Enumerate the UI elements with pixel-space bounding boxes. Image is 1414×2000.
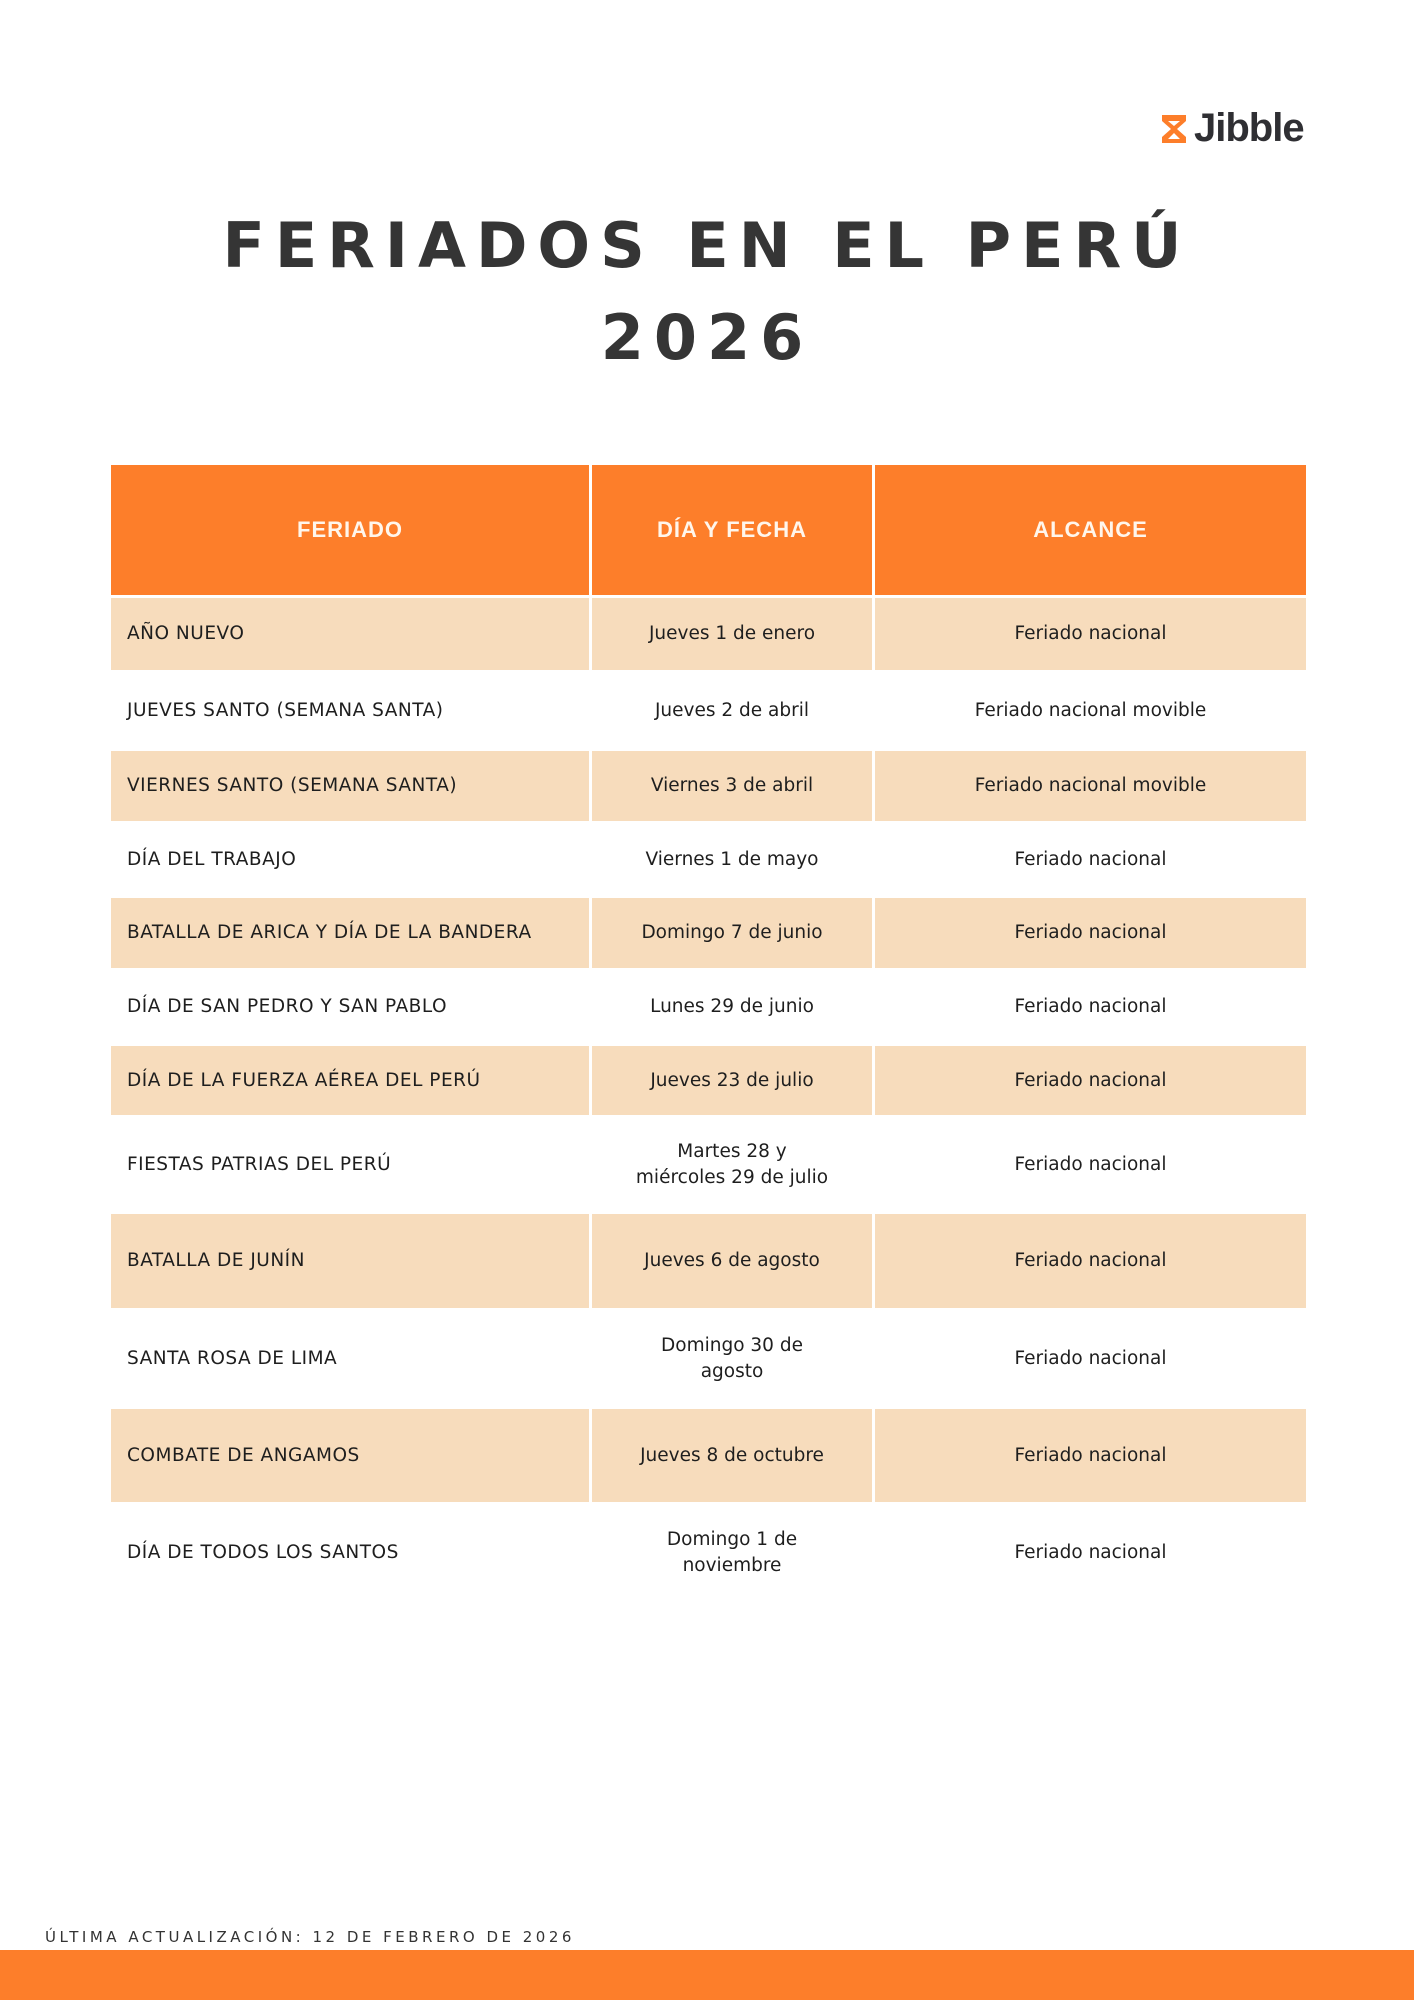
table-row: [111, 673, 1306, 748]
holiday-date: Jueves 23 de julio: [592, 1046, 872, 1115]
holiday-name: JUEVES SANTO (SEMANA SANTA): [127, 699, 444, 721]
holidays-table: [108, 462, 1309, 1603]
table-row: [111, 751, 1306, 821]
holiday-date: Jueves 8 de octubre: [592, 1409, 872, 1502]
holiday-name: DÍA DE SAN PEDRO Y SAN PABLO: [127, 996, 448, 1017]
table-row: [111, 898, 1306, 968]
footer-bar: [0, 1950, 1414, 2000]
page-title: [0, 200, 1414, 384]
holiday-name: SANTA ROSA DE LIMA: [127, 1347, 338, 1369]
table-row: [111, 1409, 1306, 1502]
holiday-date: Domingo 1 de noviembre: [666, 1528, 798, 1576]
holiday-scope: Feriado nacional: [1014, 1541, 1167, 1563]
holiday-scope: Feriado nacional movible: [875, 751, 1306, 821]
table-row: [111, 1118, 1306, 1211]
holiday-scope: Feriado nacional: [1014, 848, 1167, 870]
table-row: [111, 1505, 1306, 1600]
table-row: [111, 1311, 1306, 1406]
last-updated: ÚLTIMA ACTUALIZACIÓN: 12 DE FEBRERO DE 2026: [45, 1928, 575, 1946]
table-header-row: [111, 465, 1306, 595]
table-row: [111, 971, 1306, 1043]
holiday-date: Viernes 3 de abril: [592, 751, 872, 821]
holiday-scope: Feriado nacional: [875, 1046, 1306, 1115]
holiday-name: DÍA DEL TRABAJO: [127, 848, 297, 870]
table-row: [111, 598, 1306, 670]
table-row: [111, 1214, 1306, 1308]
holiday-scope: Feriado nacional: [875, 898, 1306, 968]
hourglass-icon: [1160, 113, 1188, 145]
holiday-date: Jueves 1 de enero: [592, 598, 872, 670]
table-row: [111, 1046, 1306, 1115]
table-row: [111, 824, 1306, 895]
header-feriado: FERIADO: [111, 465, 589, 595]
holiday-scope: Feriado nacional: [1014, 1347, 1167, 1369]
holiday-date: Domingo 30 de agosto: [661, 1334, 803, 1382]
holiday-scope: Feriado nacional: [1014, 996, 1167, 1017]
holiday-scope: Feriado nacional: [875, 1214, 1306, 1308]
jibble-logo: [1160, 106, 1304, 151]
holiday-date: Lunes 29 de junio: [650, 996, 814, 1017]
holiday-name: VIERNES SANTO (SEMANA SANTA): [111, 751, 589, 821]
holiday-date: Martes 28 y miércoles 29 de julio: [635, 1140, 829, 1188]
holiday-date: Jueves 6 de agosto: [592, 1214, 872, 1308]
holiday-name: COMBATE DE ANGAMOS: [111, 1409, 589, 1502]
holiday-scope: Feriado nacional movible: [974, 699, 1207, 721]
header-dia-fecha: DÍA Y FECHA: [592, 465, 872, 595]
holiday-name: BATALLA DE ARICA Y DÍA DE LA BANDERA: [111, 898, 589, 968]
holiday-scope: Feriado nacional: [1014, 1153, 1167, 1175]
title-line-2: 2026: [600, 301, 814, 374]
holiday-date: Jueves 2 de abril: [654, 699, 810, 721]
holiday-date: Domingo 7 de junio: [592, 898, 872, 968]
logo-text: Jibble: [1194, 106, 1304, 150]
holiday-name: BATALLA DE JUNÍN: [111, 1214, 589, 1308]
title-line-1: FERIADOS EN EL PERÚ: [222, 209, 1192, 282]
holiday-name: DÍA DE LA FUERZA AÉREA DEL PERÚ: [111, 1046, 589, 1115]
holiday-name: FIESTAS PATRIAS DEL PERÚ: [127, 1153, 392, 1175]
holiday-name: DÍA DE TODOS LOS SANTOS: [127, 1541, 399, 1563]
holiday-scope: Feriado nacional: [875, 1409, 1306, 1502]
header-alcance: ALCANCE: [875, 465, 1306, 595]
holiday-scope: Feriado nacional: [875, 598, 1306, 670]
holiday-date: Viernes 1 de mayo: [645, 848, 819, 870]
holiday-name: AÑO NUEVO: [111, 598, 589, 670]
